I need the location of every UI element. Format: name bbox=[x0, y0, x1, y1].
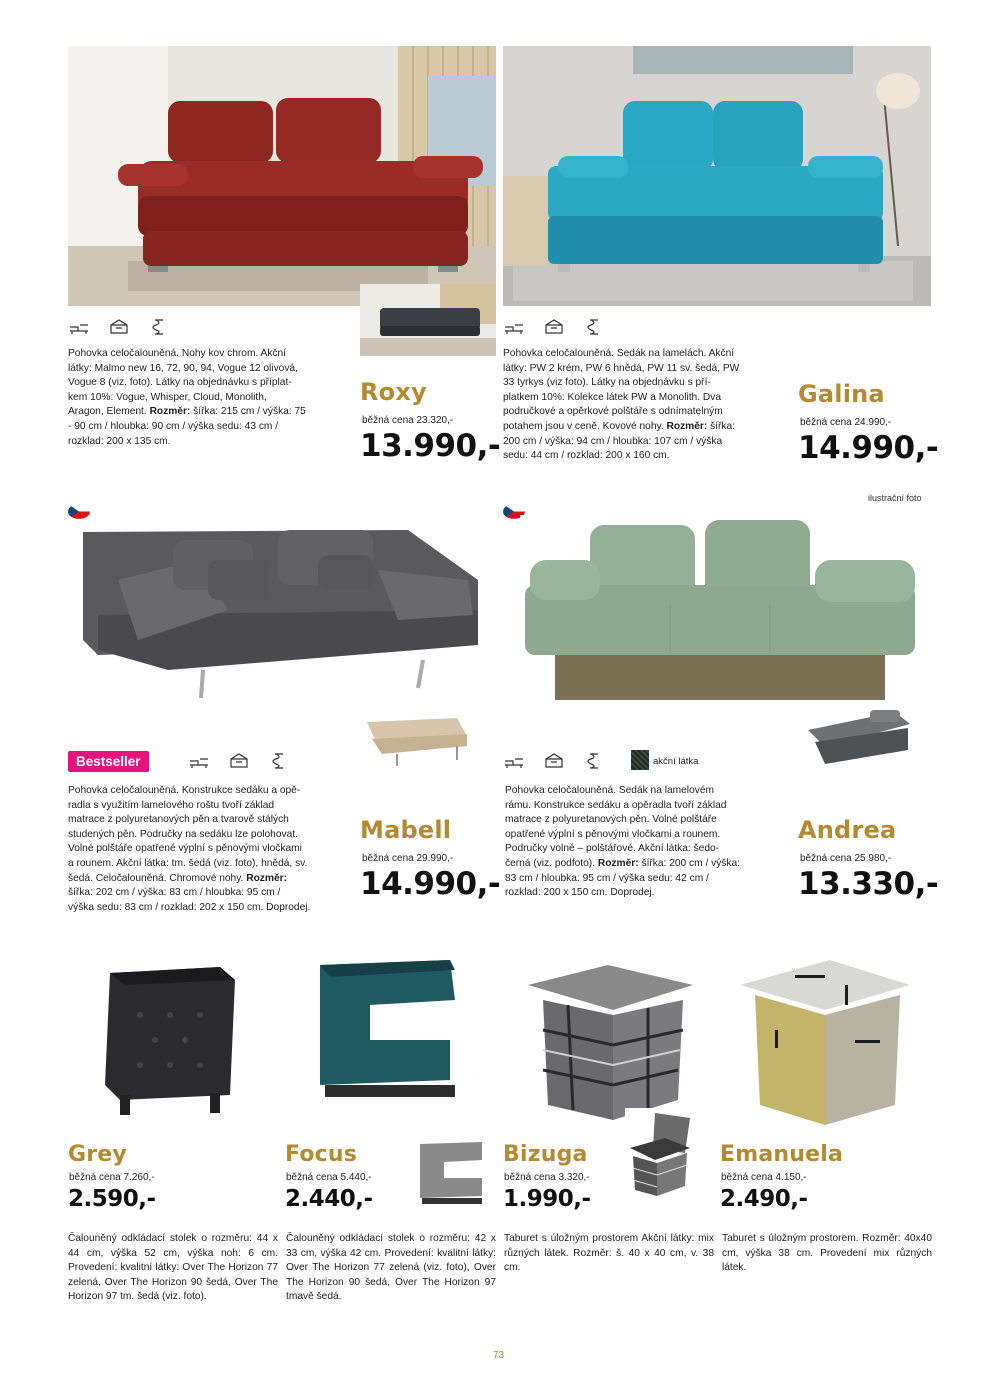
bizuga-description: Taburet s úložným prostorem Akční látky: mix různých látek. Rozměr: š. 40 x 40 cm, v. 38 cm. bbox=[504, 1233, 714, 1274]
grey-photo bbox=[80, 955, 260, 1135]
mabell-regular-price: běžná cena 29.990,- bbox=[362, 853, 454, 864]
roxy-small-photo bbox=[360, 284, 496, 356]
focus-price: 2.440,- bbox=[285, 1186, 373, 1212]
focus-description: Čalouněný odkládací stolek o rozměru: 42 x 33 cm, výška 42 cm. Provedení: kvalitní látky: Over The Horizon 77 zelená (viz. foto), Over The Horizon 90 šedá, Over The Horizon 97 tmavě šedá. bbox=[286, 1233, 496, 1303]
illustration-note: ilustrační foto bbox=[868, 493, 922, 503]
andrea-feature-icons bbox=[503, 751, 605, 771]
emanuela-photo bbox=[735, 955, 915, 1130]
spring-icon bbox=[583, 317, 605, 337]
mabell-description: Pohovka celočalouněná. Konstrukce sedáku a opě- radla s využitím lamelového roštu tvoří základ matrace z polyuretanových pěn a tvarově stálých studených pěn. Područky na sedáku lze polohovat. Volné polštáře opatřené výplní s pěnovými vločkami a rounem. Akční látka: tm. šedá (viz. foto), hnědá, sv. šedá. Celočalouněná. Chromové nohy. Rozměr: šířka: 202 cm / výška: 83 cm / hloubka: 95 cm / výška sedu: 83 cm / rozklad: 202 x 150 cm. Doprodej. bbox=[68, 785, 311, 913]
andrea-price: 13.330,- bbox=[798, 866, 939, 902]
grey-name: Grey bbox=[68, 1142, 127, 1167]
focus-regular-price: běžná cena 5.440,- bbox=[286, 1172, 372, 1183]
storage-box-icon bbox=[543, 751, 565, 771]
roxy-description: Pohovka celočalouněná. Nohy kov chrom. Akční látky: Malmo new 16, 72, 90, 94, Vogue 12 olivová, Vogue 8 (viz. foto). Látky na objednávku s příplat- kem 10%: Vogue, Whisper, Cloud, Monolith, Aragon, Element. Rozměr: šířka: 215 cm / výška: 75 - 90 cm / hloubka: 90 cm / výška sedu: 43 cm / rozklad: 200 x 135 cm. bbox=[68, 348, 306, 447]
mabell-photo bbox=[78, 520, 483, 700]
emanuela-regular-price: běžná cena 4.150,- bbox=[721, 1172, 807, 1183]
czech-flag-icon bbox=[68, 504, 90, 519]
mabell-name: Mabell bbox=[360, 816, 452, 844]
galina-price: 14.990,- bbox=[798, 430, 939, 466]
emanuela-price: 2.490,- bbox=[720, 1186, 808, 1212]
focus-photo bbox=[300, 955, 465, 1110]
galina-regular-price: běžná cena 24.990,- bbox=[800, 417, 892, 428]
spring-icon bbox=[583, 751, 605, 771]
bizuga-price: 1.990,- bbox=[503, 1186, 591, 1212]
storage-box-icon bbox=[108, 317, 130, 337]
bizuga-regular-price: běžná cena 3.320,- bbox=[504, 1172, 590, 1183]
page-number: 73 bbox=[493, 1350, 505, 1361]
storage-box-icon bbox=[543, 317, 565, 337]
andrea-regular-price: běžná cena 25.980,- bbox=[800, 853, 892, 864]
spring-icon bbox=[268, 751, 290, 771]
sofa-bed-icon bbox=[188, 751, 210, 771]
sofa-bed-icon bbox=[68, 317, 90, 337]
emanuela-name: Emanuela bbox=[720, 1142, 844, 1167]
bizuga-photo bbox=[518, 960, 698, 1130]
focus-name: Focus bbox=[285, 1142, 358, 1167]
bizuga-name: Bizuga bbox=[503, 1142, 588, 1167]
grey-price: 2.590,- bbox=[68, 1186, 156, 1212]
fabric-swatch bbox=[631, 750, 649, 770]
grey-regular-price: běžná cena 7.260,- bbox=[69, 1172, 155, 1183]
sofa-bed-icon bbox=[503, 317, 525, 337]
andrea-photo bbox=[520, 515, 918, 705]
mabell-price: 14.990,- bbox=[360, 866, 501, 902]
mabell-small-photo bbox=[362, 704, 472, 772]
spring-icon bbox=[148, 317, 170, 337]
roxy-feature-icons bbox=[68, 317, 170, 337]
focus-small-photo bbox=[412, 1138, 488, 1208]
sofa-bed-icon bbox=[503, 751, 525, 771]
emanuela-description: Taburet s úložným prostorem. Rozměr: 40x40 cm, výška 38 cm. Provedení mix různých látek. bbox=[722, 1233, 932, 1274]
grey-description: Čalouněný odkládací stolek o rozměru: 44 x 44 cm, výška 52 cm, výška noh: 6 cm. Provedení: kvalitní látky: Over The Horizon 77 zelená, Over The Horizon 90 šedá, Over The Horizon 97 tm. šedá (viz. foto). bbox=[68, 1233, 278, 1303]
galina-feature-icons bbox=[503, 317, 605, 337]
roxy-name: Roxy bbox=[360, 378, 427, 406]
roxy-regular-price: běžná cena 23.320,- bbox=[362, 415, 454, 426]
roxy-price: 13.990,- bbox=[360, 428, 501, 464]
andrea-name: Andrea bbox=[798, 816, 897, 844]
roxy-photo bbox=[68, 46, 496, 306]
andrea-small-photo bbox=[800, 702, 915, 774]
andrea-swatch-label: akční látka bbox=[653, 756, 699, 767]
galina-photo bbox=[503, 46, 931, 306]
galina-description: Pohovka celočalouněná. Sedák na lamelách. Akční látky: PW 2 krém, PW 6 hnědá, PW 11 sv. šedá, PW 33 tyrkys (viz foto). Látky na objednávku s pří- platkem 10%: Kolekce látek PW a Monolith. Dva područkové a opěrkové polštáře s odnímatelným potahem jsou v ceně. Kovové nohy. Rozměr: šířka: 200 cm / výška: 94 cm / hloubka: 107 cm / výška sedu: 44 cm / rozklad: 200 x 160 cm. bbox=[503, 348, 740, 462]
storage-box-icon bbox=[228, 751, 250, 771]
bestseller-badge: Bestseller bbox=[68, 751, 149, 772]
bizuga-small-photo bbox=[625, 1108, 695, 1200]
galina-name: Galina bbox=[798, 380, 885, 408]
mabell-feature-icons bbox=[188, 751, 290, 771]
andrea-description: Pohovka celočalouněná. Sedák na lamelovém rámu. Konstrukce sedáku a opěradla tvoří základ matrace z polyuretanových pěn. Volné polštáře opatřené výplní s pěnovými vločkami a rounem. Područky volné – polštářové. Akční látka: šedo- černá (viz. podfoto). Rozměr: šířka: 200 cm / výška: 83 cm / hloubka: 95 cm / výška sedu: 42 cm / rozklad: 200 x 150 cm. Doprodej. bbox=[505, 785, 740, 899]
